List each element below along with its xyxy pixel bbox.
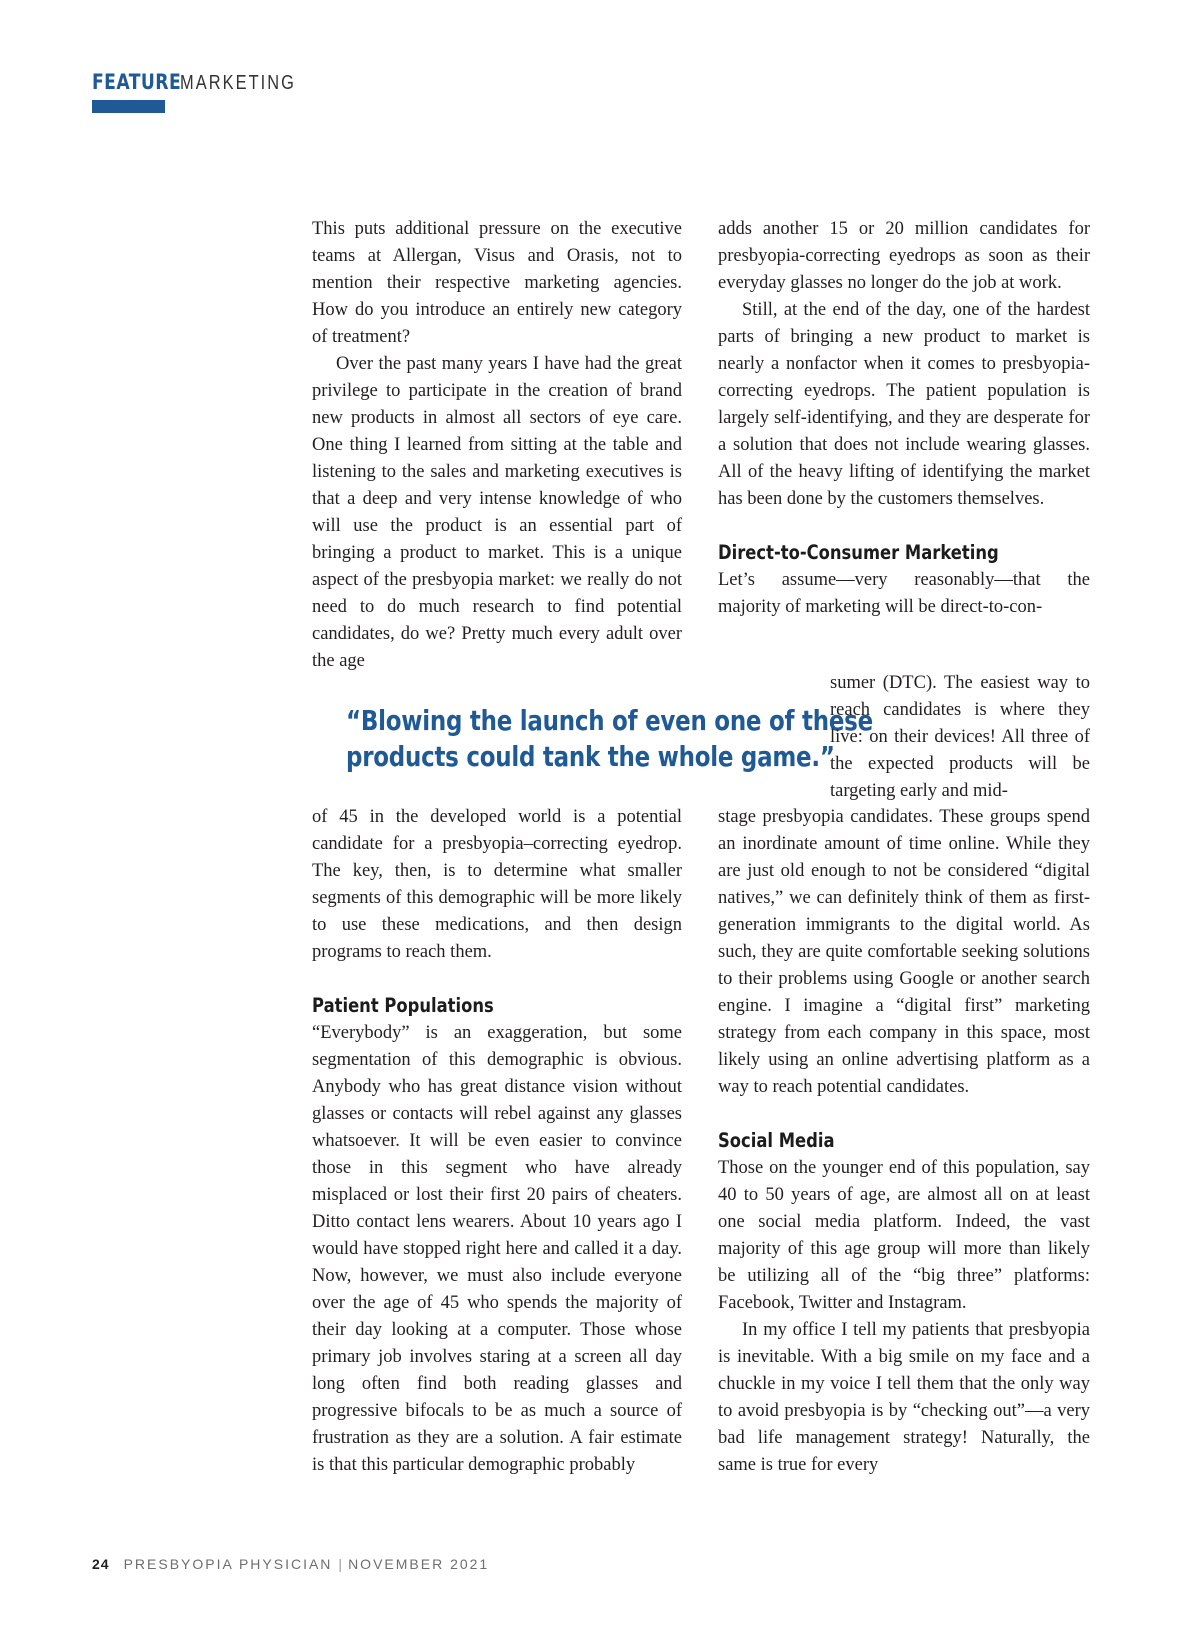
pull-quote — [346, 703, 873, 775]
left-column-bottom — [312, 804, 682, 1479]
paragraph: stage presbyopia candidates. These groups spend an inordinate amount of time online. While they are just old enough to not be considered “digital natives,” we can definitely think of them as first-generation immigrants to the digital world. As such, they are quite comfortable seeking solutions to their problems using Google or another search engine. I imagine a “digital first” marketing strategy from each company in this space, most likely using an online advertising platform as a way to reach potential candidates. — [718, 807, 1090, 1097]
pull-quote-line: products could tank the whole game.” — [346, 740, 835, 773]
right-column-top — [718, 216, 1090, 621]
paragraph: Over the past many years I have had the great privilege to participate in the creation of brand new products in almost all sectors of eye care. One thing I learned from sitting at the table and listening to the sales and marketing executives is that a deep and very intense knowledge of who will use the product is an essential part of bringing a product to market. This is a unique aspect of the presbyopia market: we really do not need to do much research to find potential candidates, do we? Pretty much every adult over the age — [312, 354, 682, 671]
issue-date: NOVEMBER 2021 — [348, 1556, 490, 1572]
left-column-top — [312, 216, 682, 675]
topic-label: MARKETING — [180, 72, 296, 94]
paragraph: Those on the younger end of this population, say 40 to 50 years of age, are almost all on at least one social media platform. Indeed, the vast majority of this age group will more than likely be utilizing all of the “big three” platforms: Facebook, Twitter and Instagram. — [718, 1158, 1090, 1313]
paragraph: In my office I tell my patients that presbyopia is inevitable. With a big smile on my face and a chuckle in my voice I tell them that the only way to avoid presbyopia is by “checking out”—a very bad life management strategy! Naturally, the same is true for every — [718, 1320, 1090, 1475]
subheading-patient-populations: Patient Populations — [312, 994, 494, 1017]
section-label: FEATURE — [92, 70, 182, 94]
footer-separator: | — [338, 1556, 343, 1572]
page-number: 24 — [92, 1556, 110, 1572]
section-header — [92, 70, 296, 94]
paragraph: Still, at the end of the day, one of the hardest parts of bringing a new product to market is nearly a nonfactor when it comes to presbyopia-correcting eyedrops. The patient population is largely self-identifying, and they are desperate for a solution that does not include wearing glasses. All of the heavy lifting of identifying the market has been done by the customers themselves. — [718, 300, 1090, 509]
paragraph: This puts additional pressure on the executive teams at Allergan, Visus and Orasis, not to mention their respective marketing agencies. How do you introduce an entirely new category of treatment? — [312, 219, 682, 347]
paragraph: of 45 in the developed world is a potential candidate for a presbyopia–correcting eyedrop. The key, then, is to determine what smaller segments of this demographic will be more likely to use these medications, and then design programs to reach them. — [312, 807, 682, 962]
paragraph: “Everybody” is an exaggeration, but some segmentation of this demographic is obvious. Anybody who has great distance vision without glasses or contacts will rebel against any glasses whatsoever. It will be even easier to convince those in this segment who have already misplaced or lost their first 20 pairs of cheaters. Ditto contact lens wearers. About 10 years ago I would have stopped right here and called it a day. Now, however, we must also include everyone over the age of 45 who spends the majority of their day looking at a computer. Those whose primary job involves staring at a screen all day long often find both reading glasses and progressive bifocals to be as much a source of frustration as they are a solution. A fair estimate is that this particular demographic probably — [312, 1023, 682, 1475]
paragraph: Let’s assume—very reasonably—that the majority of marketing will be direct-to-con- — [718, 570, 1090, 617]
right-column-wrap — [830, 670, 1090, 805]
publication-name: PRESBYOPIA PHYSICIAN — [123, 1556, 333, 1572]
paragraph: adds another 15 or 20 million candidates for presbyopia-correcting eyedrops as soon as their everyday glasses no longer do the job at work. — [718, 219, 1090, 293]
subheading-social-media: Social Media — [718, 1129, 835, 1152]
subheading-direct-to-consumer: Direct-to-Consumer Marketing — [718, 541, 999, 564]
paragraph: sumer (DTC). The easiest way to reach candidates is where they live: on their devices! All three of the expected products will be targeting early and mid- — [830, 673, 1090, 801]
pull-quote-line: “Blowing the launch of even one of these — [346, 704, 873, 737]
header-accent-bar — [92, 100, 165, 113]
page-footer — [92, 1556, 489, 1572]
right-column-bottom — [718, 804, 1090, 1479]
